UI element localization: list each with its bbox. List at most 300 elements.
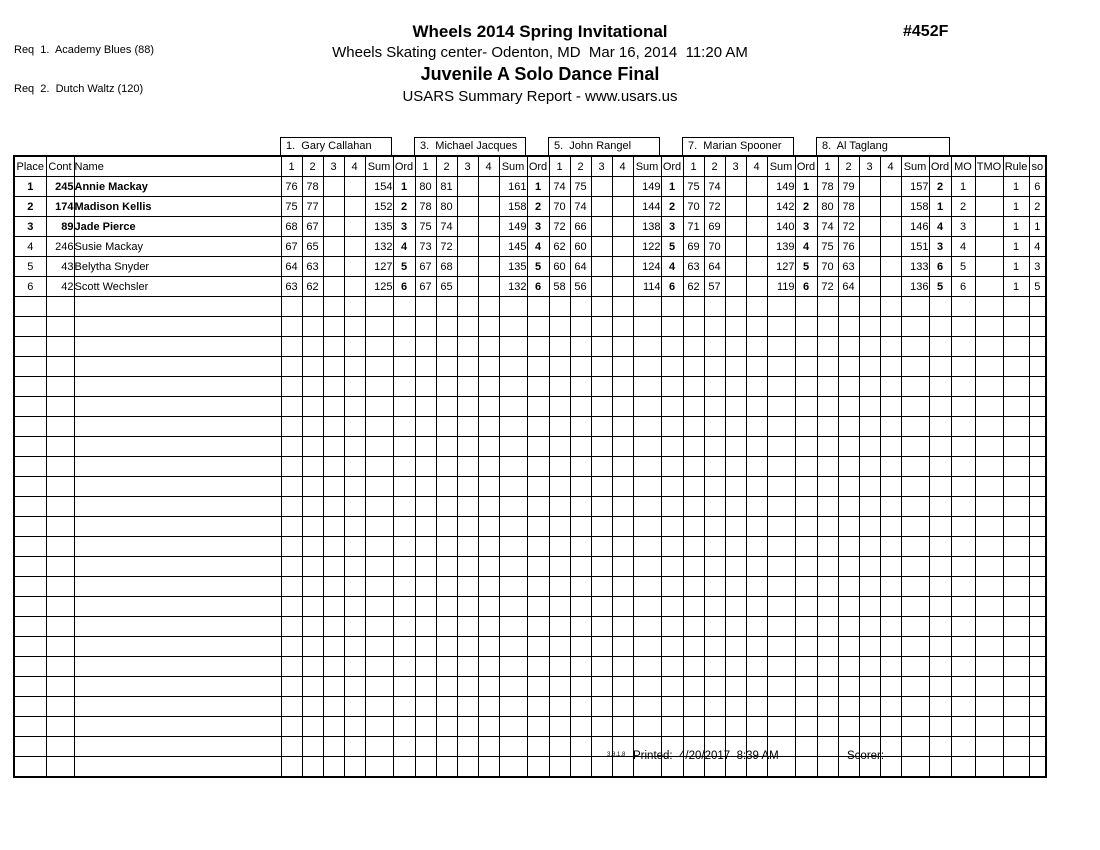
score-cell <box>344 217 365 237</box>
score-cell: 62 <box>549 237 570 257</box>
rule-cell: 1 <box>1003 257 1029 277</box>
empty-cell <box>795 637 817 657</box>
empty-cell <box>795 377 817 397</box>
empty-cell <box>746 557 767 577</box>
score-table <box>13 155 1047 778</box>
empty-cell <box>393 617 415 637</box>
sum-cell: 124 <box>633 257 661 277</box>
empty-cell <box>570 557 591 577</box>
sum-cell: 127 <box>767 257 795 277</box>
empty-cell <box>302 637 323 657</box>
empty-cell <box>951 637 975 657</box>
empty-cell <box>457 657 478 677</box>
empty-cell <box>415 397 436 417</box>
empty-cell <box>46 457 74 477</box>
score-cell <box>612 277 633 297</box>
ord-cell: 3 <box>795 217 817 237</box>
empty-cell <box>880 637 901 657</box>
ord-cell: 6 <box>929 257 951 277</box>
empty-cell <box>725 577 746 597</box>
empty-cell <box>633 317 661 337</box>
empty-cell <box>46 337 74 357</box>
empty-cell <box>1003 297 1029 317</box>
ord-cell: 2 <box>929 177 951 197</box>
name-cell: Annie Mackay <box>74 177 281 197</box>
ord-cell: 3 <box>527 217 549 237</box>
empty-row <box>14 457 1046 477</box>
empty-cell <box>725 677 746 697</box>
ord-header: Ord <box>661 156 683 177</box>
empty-cell <box>527 437 549 457</box>
score-col-header: 1 <box>549 156 570 177</box>
ord-cell: 6 <box>393 277 415 297</box>
empty-cell <box>457 377 478 397</box>
empty-cell <box>975 617 1003 637</box>
empty-cell <box>817 337 838 357</box>
empty-cell <box>817 437 838 457</box>
empty-cell <box>549 317 570 337</box>
empty-cell <box>838 437 859 457</box>
empty-cell <box>323 557 344 577</box>
score-cell: 75 <box>817 237 838 257</box>
empty-cell <box>1003 477 1029 497</box>
cont-cell: 246 <box>46 237 74 257</box>
empty-cell <box>570 377 591 397</box>
empty-cell <box>661 377 683 397</box>
empty-cell <box>344 317 365 337</box>
empty-cell <box>746 457 767 477</box>
empty-cell <box>302 717 323 737</box>
empty-cell <box>880 497 901 517</box>
empty-cell <box>838 397 859 417</box>
empty-cell <box>838 577 859 597</box>
empty-cell <box>859 597 880 617</box>
empty-cell <box>457 557 478 577</box>
empty-cell <box>683 377 704 397</box>
empty-cell <box>838 697 859 717</box>
score-cell <box>746 177 767 197</box>
empty-cell <box>74 597 281 617</box>
empty-cell <box>633 577 661 597</box>
score-cell: 63 <box>281 277 302 297</box>
empty-cell <box>817 397 838 417</box>
empty-cell <box>1029 577 1046 597</box>
empty-cell <box>457 537 478 557</box>
empty-row <box>14 697 1046 717</box>
empty-cell <box>281 497 302 517</box>
score-cell <box>746 237 767 257</box>
empty-cell <box>527 317 549 337</box>
empty-cell <box>746 637 767 657</box>
score-cell <box>612 217 633 237</box>
empty-row <box>14 357 1046 377</box>
empty-cell <box>880 597 901 617</box>
empty-cell <box>929 297 951 317</box>
cont-header: Cont <box>46 156 74 177</box>
empty-cell <box>46 377 74 397</box>
empty-cell <box>1003 357 1029 377</box>
empty-cell <box>975 337 1003 357</box>
score-cell: 70 <box>549 197 570 217</box>
empty-cell <box>415 577 436 597</box>
score-cell: 72 <box>838 217 859 237</box>
empty-cell <box>901 497 929 517</box>
empty-cell <box>901 637 929 657</box>
empty-cell <box>344 497 365 517</box>
empty-cell <box>838 537 859 557</box>
judge-header: 3. Michael Jacques <box>414 137 526 156</box>
empty-cell <box>725 657 746 677</box>
empty-cell <box>975 357 1003 377</box>
empty-cell <box>436 417 457 437</box>
sum-cell: 157 <box>901 177 929 197</box>
sum-cell: 149 <box>633 177 661 197</box>
empty-cell <box>746 297 767 317</box>
empty-cell <box>817 657 838 677</box>
empty-cell <box>612 377 633 397</box>
empty-cell <box>436 297 457 317</box>
empty-cell <box>859 297 880 317</box>
empty-cell <box>704 717 725 737</box>
empty-cell <box>1029 617 1046 637</box>
empty-cell <box>817 697 838 717</box>
empty-cell <box>1003 317 1029 337</box>
empty-cell <box>704 617 725 637</box>
score-cell: 78 <box>817 177 838 197</box>
empty-cell <box>527 397 549 417</box>
empty-cell <box>880 417 901 437</box>
empty-cell <box>746 337 767 357</box>
empty-cell <box>901 537 929 557</box>
score-cell: 67 <box>415 277 436 297</box>
score-cell <box>859 217 880 237</box>
ord-cell: 6 <box>795 277 817 297</box>
empty-cell <box>880 677 901 697</box>
empty-cell <box>549 357 570 377</box>
empty-cell <box>795 397 817 417</box>
empty-cell <box>46 357 74 377</box>
empty-cell <box>633 357 661 377</box>
empty-cell <box>859 437 880 457</box>
empty-cell <box>344 397 365 417</box>
empty-cell <box>612 657 633 677</box>
empty-cell <box>746 497 767 517</box>
score-col-header: 1 <box>817 156 838 177</box>
empty-cell <box>725 377 746 397</box>
empty-cell <box>1003 677 1029 697</box>
empty-cell <box>1003 577 1029 597</box>
empty-cell <box>951 597 975 617</box>
empty-cell <box>859 357 880 377</box>
empty-cell <box>767 417 795 437</box>
score-cell <box>880 177 901 197</box>
empty-cell <box>415 537 436 557</box>
score-cell: 64 <box>570 257 591 277</box>
score-cell <box>478 237 499 257</box>
empty-cell <box>46 537 74 557</box>
empty-cell <box>499 537 527 557</box>
empty-cell <box>14 657 46 677</box>
empty-cell <box>901 297 929 317</box>
empty-cell <box>975 437 1003 457</box>
so-header: so <box>1029 156 1046 177</box>
mo-cell: 6 <box>951 277 975 297</box>
empty-cell <box>499 497 527 517</box>
empty-cell <box>570 577 591 597</box>
empty-cell <box>880 537 901 557</box>
score-cell: 76 <box>281 177 302 197</box>
empty-cell <box>880 477 901 497</box>
empty-cell <box>880 437 901 457</box>
empty-cell <box>633 497 661 517</box>
empty-cell <box>323 677 344 697</box>
place-cell: 3 <box>14 217 46 237</box>
empty-cell <box>1003 437 1029 457</box>
empty-cell <box>323 577 344 597</box>
empty-cell <box>975 497 1003 517</box>
empty-cell <box>527 577 549 597</box>
sum-cell: 145 <box>499 237 527 257</box>
empty-cell <box>1003 657 1029 677</box>
score-cell <box>725 177 746 197</box>
empty-cell <box>1003 457 1029 477</box>
empty-cell <box>527 477 549 497</box>
empty-cell <box>527 617 549 637</box>
empty-cell <box>951 337 975 357</box>
empty-cell <box>975 457 1003 477</box>
empty-row <box>14 577 1046 597</box>
empty-cell <box>344 357 365 377</box>
score-cell <box>457 177 478 197</box>
empty-cell <box>478 497 499 517</box>
score-cell: 74 <box>704 177 725 197</box>
empty-cell <box>817 637 838 657</box>
empty-cell <box>661 577 683 597</box>
empty-cell <box>901 317 929 337</box>
empty-cell <box>661 497 683 517</box>
empty-cell <box>838 317 859 337</box>
empty-cell <box>929 457 951 477</box>
empty-cell <box>302 597 323 617</box>
empty-cell <box>683 677 704 697</box>
empty-cell <box>880 397 901 417</box>
empty-cell <box>612 477 633 497</box>
score-cell <box>746 257 767 277</box>
empty-cell <box>570 317 591 337</box>
empty-cell <box>704 317 725 337</box>
empty-cell <box>549 637 570 657</box>
empty-cell <box>549 477 570 497</box>
empty-cell <box>838 497 859 517</box>
empty-cell <box>929 397 951 417</box>
empty-cell <box>901 457 929 477</box>
empty-row <box>14 657 1046 677</box>
sum-cell: 125 <box>365 277 393 297</box>
empty-cell <box>499 477 527 497</box>
empty-cell <box>880 557 901 577</box>
empty-cell <box>365 317 393 337</box>
empty-cell <box>746 517 767 537</box>
empty-cell <box>570 397 591 417</box>
empty-cell <box>880 697 901 717</box>
empty-cell <box>323 477 344 497</box>
score-cell: 58 <box>549 277 570 297</box>
empty-cell <box>746 537 767 557</box>
empty-cell <box>46 697 74 717</box>
empty-cell <box>767 597 795 617</box>
empty-cell <box>633 477 661 497</box>
tmo-header: TMO <box>975 156 1003 177</box>
empty-cell <box>527 417 549 437</box>
empty-cell <box>393 497 415 517</box>
empty-cell <box>683 357 704 377</box>
empty-cell <box>1029 637 1046 657</box>
sum-cell: 119 <box>767 277 795 297</box>
empty-cell <box>302 577 323 597</box>
judge-header: 5. John Rangel <box>548 137 660 156</box>
empty-cell <box>817 517 838 537</box>
empty-cell <box>14 497 46 517</box>
empty-cell <box>661 417 683 437</box>
empty-cell <box>549 437 570 457</box>
empty-cell <box>46 677 74 697</box>
empty-cell <box>365 297 393 317</box>
empty-cell <box>725 537 746 557</box>
score-cell <box>323 237 344 257</box>
empty-cell <box>281 317 302 337</box>
empty-cell <box>393 517 415 537</box>
empty-cell <box>549 297 570 317</box>
empty-cell <box>74 517 281 537</box>
empty-cell <box>929 477 951 497</box>
printed-timestamp: Printed: 4/20/2017 8:39 AM <box>633 750 779 762</box>
empty-cell <box>725 397 746 417</box>
empty-cell <box>415 677 436 697</box>
score-cell: 76 <box>838 237 859 257</box>
empty-cell <box>951 577 975 597</box>
empty-cell <box>612 437 633 457</box>
score-cell <box>457 217 478 237</box>
empty-cell <box>478 397 499 417</box>
empty-cell <box>795 337 817 357</box>
empty-cell <box>859 317 880 337</box>
empty-row <box>14 497 1046 517</box>
empty-cell <box>975 697 1003 717</box>
empty-cell <box>549 497 570 517</box>
empty-cell <box>393 397 415 417</box>
empty-cell <box>499 657 527 677</box>
empty-cell <box>393 577 415 597</box>
empty-cell <box>1029 457 1046 477</box>
empty-cell <box>415 337 436 357</box>
empty-cell <box>14 597 46 617</box>
empty-cell <box>344 437 365 457</box>
report-footer <box>0 749 1100 765</box>
empty-cell <box>344 457 365 477</box>
empty-cell <box>901 377 929 397</box>
empty-cell <box>365 477 393 497</box>
cont-cell: 43 <box>46 257 74 277</box>
empty-cell <box>365 417 393 437</box>
empty-cell <box>527 597 549 617</box>
empty-cell <box>683 317 704 337</box>
empty-cell <box>746 477 767 497</box>
empty-cell <box>344 597 365 617</box>
empty-cell <box>746 597 767 617</box>
empty-cell <box>929 377 951 397</box>
empty-cell <box>838 337 859 357</box>
score-col-header: 2 <box>302 156 323 177</box>
empty-cell <box>14 457 46 477</box>
score-cell: 79 <box>838 177 859 197</box>
rule-cell: 1 <box>1003 177 1029 197</box>
score-cell <box>323 217 344 237</box>
empty-cell <box>1003 537 1029 557</box>
empty-cell <box>704 537 725 557</box>
score-col-header: 3 <box>591 156 612 177</box>
empty-cell <box>975 377 1003 397</box>
sum-cell: 146 <box>901 217 929 237</box>
empty-cell <box>46 617 74 637</box>
mo-cell: 4 <box>951 237 975 257</box>
empty-cell <box>591 677 612 697</box>
empty-cell <box>436 477 457 497</box>
empty-cell <box>795 717 817 737</box>
empty-cell <box>1003 377 1029 397</box>
empty-cell <box>74 537 281 557</box>
empty-cell <box>74 557 281 577</box>
sum-cell: 135 <box>499 257 527 277</box>
empty-cell <box>951 497 975 517</box>
empty-cell <box>683 557 704 577</box>
empty-cell <box>436 657 457 677</box>
empty-cell <box>323 597 344 617</box>
empty-cell <box>570 417 591 437</box>
mo-header: MO <box>951 156 975 177</box>
empty-cell <box>415 637 436 657</box>
empty-cell <box>704 577 725 597</box>
empty-cell <box>499 717 527 737</box>
empty-cell <box>74 377 281 397</box>
empty-cell <box>767 497 795 517</box>
empty-cell <box>14 517 46 537</box>
empty-cell <box>570 677 591 697</box>
empty-cell <box>323 377 344 397</box>
empty-cell <box>683 577 704 597</box>
empty-cell <box>746 417 767 437</box>
empty-cell <box>817 357 838 377</box>
tmo-cell <box>975 277 1003 297</box>
empty-cell <box>74 357 281 377</box>
empty-cell <box>859 697 880 717</box>
empty-cell <box>929 657 951 677</box>
empty-cell <box>499 517 527 537</box>
empty-cell <box>795 477 817 497</box>
empty-cell <box>661 317 683 337</box>
score-cell: 65 <box>436 277 457 297</box>
empty-cell <box>746 357 767 377</box>
table-row <box>14 257 1046 277</box>
empty-cell <box>549 717 570 737</box>
empty-cell <box>549 697 570 717</box>
empty-cell <box>570 517 591 537</box>
empty-cell <box>415 617 436 637</box>
event-code: #452F <box>903 23 949 40</box>
empty-cell <box>591 317 612 337</box>
empty-cell <box>281 517 302 537</box>
empty-cell <box>683 637 704 657</box>
ord-cell: 3 <box>661 217 683 237</box>
